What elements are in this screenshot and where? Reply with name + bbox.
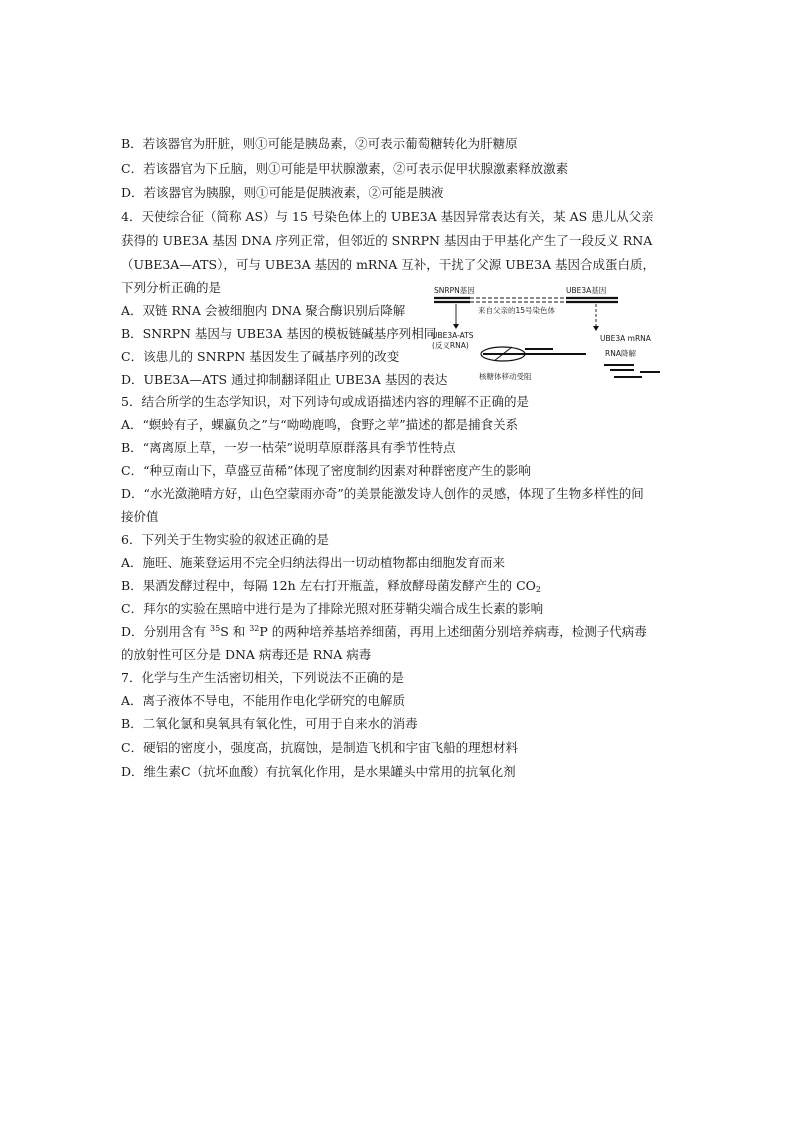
option-6b [121,578,541,594]
option-6d-text-1: D．分别用含有 [121,624,210,639]
option-5b: B．“离离原上草，一岁一枯荣”说明草原群落具有季节性特点 [121,440,456,455]
rna-degradation-label: RNA降解 [605,349,636,358]
option-4b: B．SNRPN 基因与 UBE3A 基因的模板链碱基序列相同 [121,326,437,341]
ube3a-mrna-label: UBE3A mRNA [600,334,651,343]
option-5c: C．“种豆南山下，草盛豆苗稀”体现了密度制约因素对种群密度产生的影响 [121,463,531,478]
option-3b: B．若该器官为肝脏，则①可能是胰岛素，②可表示葡萄糖转化为肝糖原 [121,136,518,151]
question-6-stem: 6．下列关于生物实验的叙述正确的是 [121,532,329,547]
option-7d: D．维生素C（抗坏血酸）有抗氧化作用，是水果罐头中常用的抗氧化剂 [121,764,516,779]
arrowhead-left-icon [453,324,459,329]
option-4c: C．该患儿的 SNRPN 基因发生了碱基序列的改变 [121,349,400,364]
option-5d: D．“水光潋滟晴方好，山色空蒙雨亦奇”的美景能激发诗人创作的灵感，体现了生物多样性的间 [121,486,644,501]
arrowhead-right-icon [593,326,599,331]
option-7a: A．离子液体不导电，不能用作电化学研究的电解质 [121,693,406,708]
option-7b: B．二氧化氯和臭氧具有氧化性，可用于自来水的消毒 [121,716,418,731]
option-6b-text: B．果酒发酵过程中，每隔 12h 左右打开瓶盖，释放酵母菌发酵产生的 CO [121,578,536,593]
antisense-rna-label: (反义RNA) [432,341,469,350]
option-6d-text-2: S 和 [220,624,250,639]
option-3d: D．若该器官为胰腺，则①可能是促胰液素，②可能是胰液 [121,185,444,200]
question-4-stem-1: 4．天使综合征（简称 AS）与 15 号染色体上的 UBE3A 基因异常表达有关，某 AS 患儿从父亲 [121,209,654,224]
option-6d-cont: 的放射性可区分是 DNA 病毒还是 RNA 病毒 [121,647,372,662]
chromosome-label: 来自父亲的15号染色体 [478,306,556,315]
option-6d [121,624,647,640]
rna-duplex [483,349,586,354]
option-6a: A．施旺、施莱登运用不完全归纳法得出一切动植物都由细胞发育而来 [121,555,506,570]
option-4d: D．UBE3A—ATS 通过抑制翻译阻止 UBE3A 基因的表达 [121,372,448,387]
option-6c: C．拜尔的实验在黑暗中进行是为了排除光照对胚芽鞘尖端合成生长素的影响 [121,601,544,616]
s35-superscript: 35 [210,624,221,633]
question-4-stem-3: （UBE3A—ATS），可与 UBE3A 基因的 mRNA 互补，干扰了父源 UBE3A 基因合成蛋白质， [121,257,656,272]
snrpn-gene-label: SNRPN基因 [434,286,475,295]
question-5-stem: 5．结合所学的生态学知识，对下列诗句或成语描述内容的理解不正确的是 [121,394,529,409]
option-5a: A．“螟蛉有子，蜾蠃负之”与“呦呦鹿鸣，食野之苹”描述的都是捕食关系 [121,417,519,432]
option-7c: C．硬铝的密度小，强度高，抗腐蚀，是制造飞机和宇宙飞船的理想材料 [121,740,519,755]
ube3a-gene-label: UBE3A基因 [566,286,607,295]
chromosome-dna [434,298,618,302]
option-3c: C．若该器官为下丘脑，则①可能是甲状腺激素，②可表示促甲状腺激素释放激素 [121,161,569,176]
option-6d-text-3: P 的两种培养基培养细菌，再用上述细菌分别培养病毒，检测子代病毒 [259,624,647,639]
ube3a-ats-label: UBE3A-ATS [432,331,474,340]
question-4-stem-2: 获得的 UBE3A 基因 DNA 序列正常，但邻近的 SNRPN 基因由于甲基化产生了一段反义 RNA [121,233,653,248]
question-7-stem: 7．化学与生产生活密切相关，下列说法不正确的是 [121,670,404,685]
degraded-rna-fragments [604,365,660,377]
p32-superscript: 32 [249,624,260,633]
gene-expression-diagram [428,282,668,390]
co2-subscript: 2 [535,585,541,594]
question-4-stem-4: 下列分析正确的是 [121,280,222,295]
option-5d-cont: 接价值 [121,509,159,524]
ribosome-blocked-label: 核糖体移动受阻 [479,372,532,381]
option-4a: A．双链 RNA 会被细胞内 DNA 聚合酶识别后降解 [121,303,406,318]
